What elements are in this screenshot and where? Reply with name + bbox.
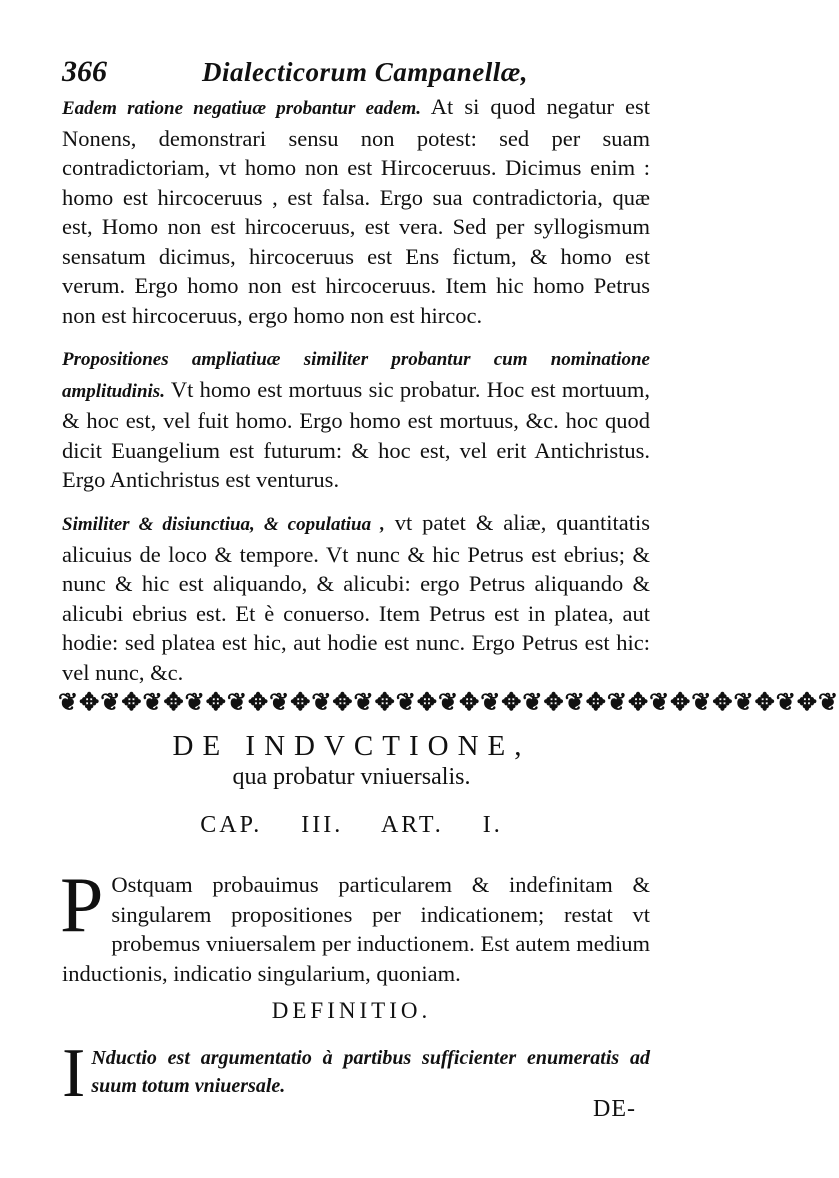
page-header <box>62 55 622 95</box>
paragraph-lead: Eadem ratione negatiuæ probantur eadem. <box>62 98 421 119</box>
chapter-title: DE INDVCTIONE, <box>172 730 531 762</box>
paragraph-postquam <box>60 861 650 988</box>
definitio-heading: DEFINITIO. <box>271 998 432 1023</box>
chapter-subtitle: qua probatur vniuersalis. <box>232 764 471 790</box>
definition-text: Nductio est argumentatio à partibus sufficienter enumeratis ad suum totum vniuersale. <box>91 1047 650 1097</box>
running-title: Dialecticorum Campanellæ, <box>202 57 528 87</box>
drop-cap: P <box>60 861 104 948</box>
paragraph-lead: Propositiones ampliatiuæ similiter probantur cum nominatione amplitudinis. <box>62 349 650 402</box>
paragraph-disiunctiua <box>62 508 650 687</box>
paragraph-text: At si quod negatur est Nonens, demonstrari sensu non potest: sed per suam contradictoriam, vt homo non est Hircoceruus. Dicimus enim : homo est hircoceruus , est falsa. Ergo sua contradictoria, quæ est, Homo non est hircoceruus, est vera. Sed per syllogismum sensatum dicimus, hircoceruus est Ens fictum, & homo est verum. Ergo homo non est hircoceruus. Item hic homo Petrus non est hircoceruus, ergo homo non est hircoc. <box>62 94 650 328</box>
ornamental-divider: ❦✥❦✥❦✥❦✥❦✥❦✥❦✥❦✥❦✥❦✥❦✥❦✥❦✥❦✥❦✥❦✥❦✥❦✥❦ <box>58 690 839 716</box>
paragraph-text: Vt homo est mortuus sic probatur. Hoc est mortuum, & hoc est, vel fuit homo. Ergo homo est mortuus, &c. hoc quod dicit Euangelium est futurum: & hoc est, vel erit Antichristus. Ergo Antichristus est venturus. <box>62 376 650 492</box>
paragraph-lead: Similiter & disiunctiua, & copulatiua , <box>62 514 385 535</box>
page-number: 366 <box>62 55 107 88</box>
paragraph-text: Ostquam probauimus particularem & indefinitam & singularem propositiones per indicationem; restat vt probemus vniuersalem per inductionem. Est autem medium inductionis, indicatio singularium, quoniam. <box>62 872 650 986</box>
catchword: DE- <box>593 1096 636 1122</box>
chapter-number <box>0 812 703 839</box>
cap-label: CAP. III. <box>200 812 344 838</box>
paragraph-ampliatiuae <box>62 343 650 495</box>
drop-cap: I <box>62 1035 86 1112</box>
paragraph-text: vt patet & aliæ, quantitatis alicuius de loco & tempore. Vt nunc & hic Petrus est ebrius; & nunc & hic est aliquando, & alicubi: ergo Petrus aliquando & alicubi ebrius est. Et è conuerso. Item Petrus est in platea, aut hodie: sed platea est hic, aut hodie est nunc. Ergo Petrus est hic: vel nunc, &c. <box>62 510 650 685</box>
art-label: ART. I. <box>380 812 503 838</box>
paragraph-negatiuae <box>62 92 650 330</box>
